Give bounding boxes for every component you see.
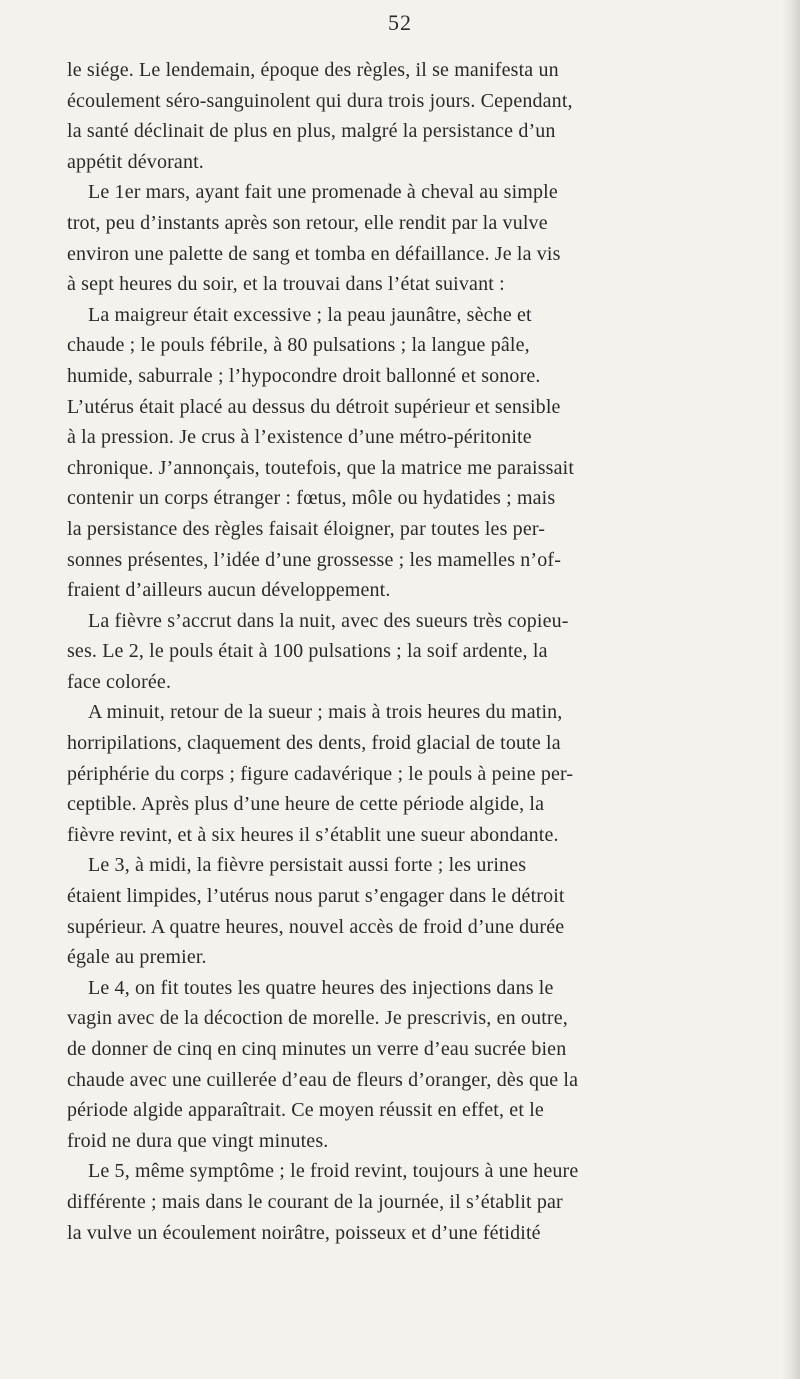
text-line: environ une palette de sang et tomba en défaillance. Je la vis: [67, 242, 561, 265]
text-line: chronique. J’annonçais, toutefois, que la matrice me paraissait: [67, 456, 575, 479]
text-line: égale au premier.: [67, 946, 207, 969]
text-line: Le 4, on fit toutes les quatre heures des injections dans le: [88, 976, 554, 999]
text-line: Le 5, même symptôme ; le froid revint, toujours à une heure: [88, 1160, 579, 1183]
text-line: fièvre revint, et à six heures il s’établit une sueur abondante.: [67, 823, 559, 846]
text-line: La fièvre s’accrut dans la nuit, avec des sueurs très copieu-: [88, 609, 569, 632]
text-line: écoulement séro-sanguinolent qui dura trois jours. Cependant,: [67, 89, 573, 112]
text-line: froid ne dura que vingt minutes.: [67, 1129, 329, 1152]
text-line: supérieur. A quatre heures, nouvel accès de froid d’une durée: [67, 915, 565, 938]
text-line: sonnes présentes, l’idée d’une grossesse ; les mamelles n’of-: [67, 548, 562, 571]
text-line: différente ; mais dans le courant de la journée, il s’établit par: [67, 1190, 563, 1213]
text-line: de donner de cinq en cinq minutes un verre d’eau sucrée bien: [67, 1038, 567, 1060]
text-line: L’utérus était placé au dessus du détroit supérieur et sensible: [67, 395, 561, 418]
text-line: à sept heures du soir, et la trouvai dans l’état suivant :: [67, 273, 505, 296]
text-line: ses. Le 2, le pouls était à 100 pulsations ; la soif ardente, la: [67, 640, 548, 663]
text-line: la persistance des règles faisait éloigner, par toutes les per-: [67, 517, 546, 540]
text-line: chaude avec une cuillerée d’eau de fleurs d’oranger, dès que la: [67, 1068, 579, 1091]
text-line: le siége. Le lendemain, époque des règles, il se manifesta un: [67, 59, 559, 81]
text-line: période algide apparaîtrait. Ce moyen réussit en effet, et le: [67, 1099, 544, 1122]
text-line: Le 3, à midi, la fièvre persistait aussi forte ; les urines: [88, 854, 527, 877]
text-line: Le 1er mars, ayant fait une promenade à cheval au simple: [88, 181, 558, 204]
text-line: vagin avec de la décoction de morelle. Je prescrivis, en outre,: [67, 1007, 568, 1030]
text-line: fraient d’ailleurs aucun développement.: [67, 579, 391, 602]
text-line: chaude ; le pouls fébrile, à 80 pulsations ; la langue pâle,: [67, 334, 530, 357]
text-line: contenir un corps étranger : fœtus, môle ou hydatides ; mais: [67, 487, 556, 510]
text-line: étaient limpides, l’utérus nous parut s’engager dans le détroit: [67, 885, 565, 908]
body-text: [67, 55, 789, 1248]
text-line: appétit dévorant.: [67, 150, 204, 173]
text-line: la santé déclinait de plus en plus, malgré la persistance d’un: [67, 120, 556, 143]
text-line: périphérie du corps ; figure cadavérique ; le pouls à peine per-: [67, 762, 574, 785]
text-line: horripilations, claquement des dents, froid glacial de toute la: [67, 732, 561, 755]
page-edge-shadow: [782, 0, 800, 1379]
text-line: La maigreur était excessive ; la peau jaunâtre, sèche et: [88, 303, 532, 326]
text-line: humide, saburrale ; l’hypocondre droit ballonné et sonore.: [67, 364, 541, 387]
page-number: 52: [388, 10, 412, 35]
text-line: face colorée.: [67, 670, 172, 693]
text-line: trot, peu d’instants après son retour, elle rendit par la vulve: [67, 211, 548, 234]
text-line: à la pression. Je crus à l’existence d’une métro-péritonite: [67, 426, 532, 449]
text-line: A minuit, retour de la sueur ; mais à trois heures du matin,: [88, 701, 563, 724]
text-line: ceptible. Après plus d’une heure de cette période algide, la: [67, 793, 545, 816]
text-line: la vulve un écoulement noirâtre, poisseux et d’une fétidité: [67, 1221, 541, 1244]
